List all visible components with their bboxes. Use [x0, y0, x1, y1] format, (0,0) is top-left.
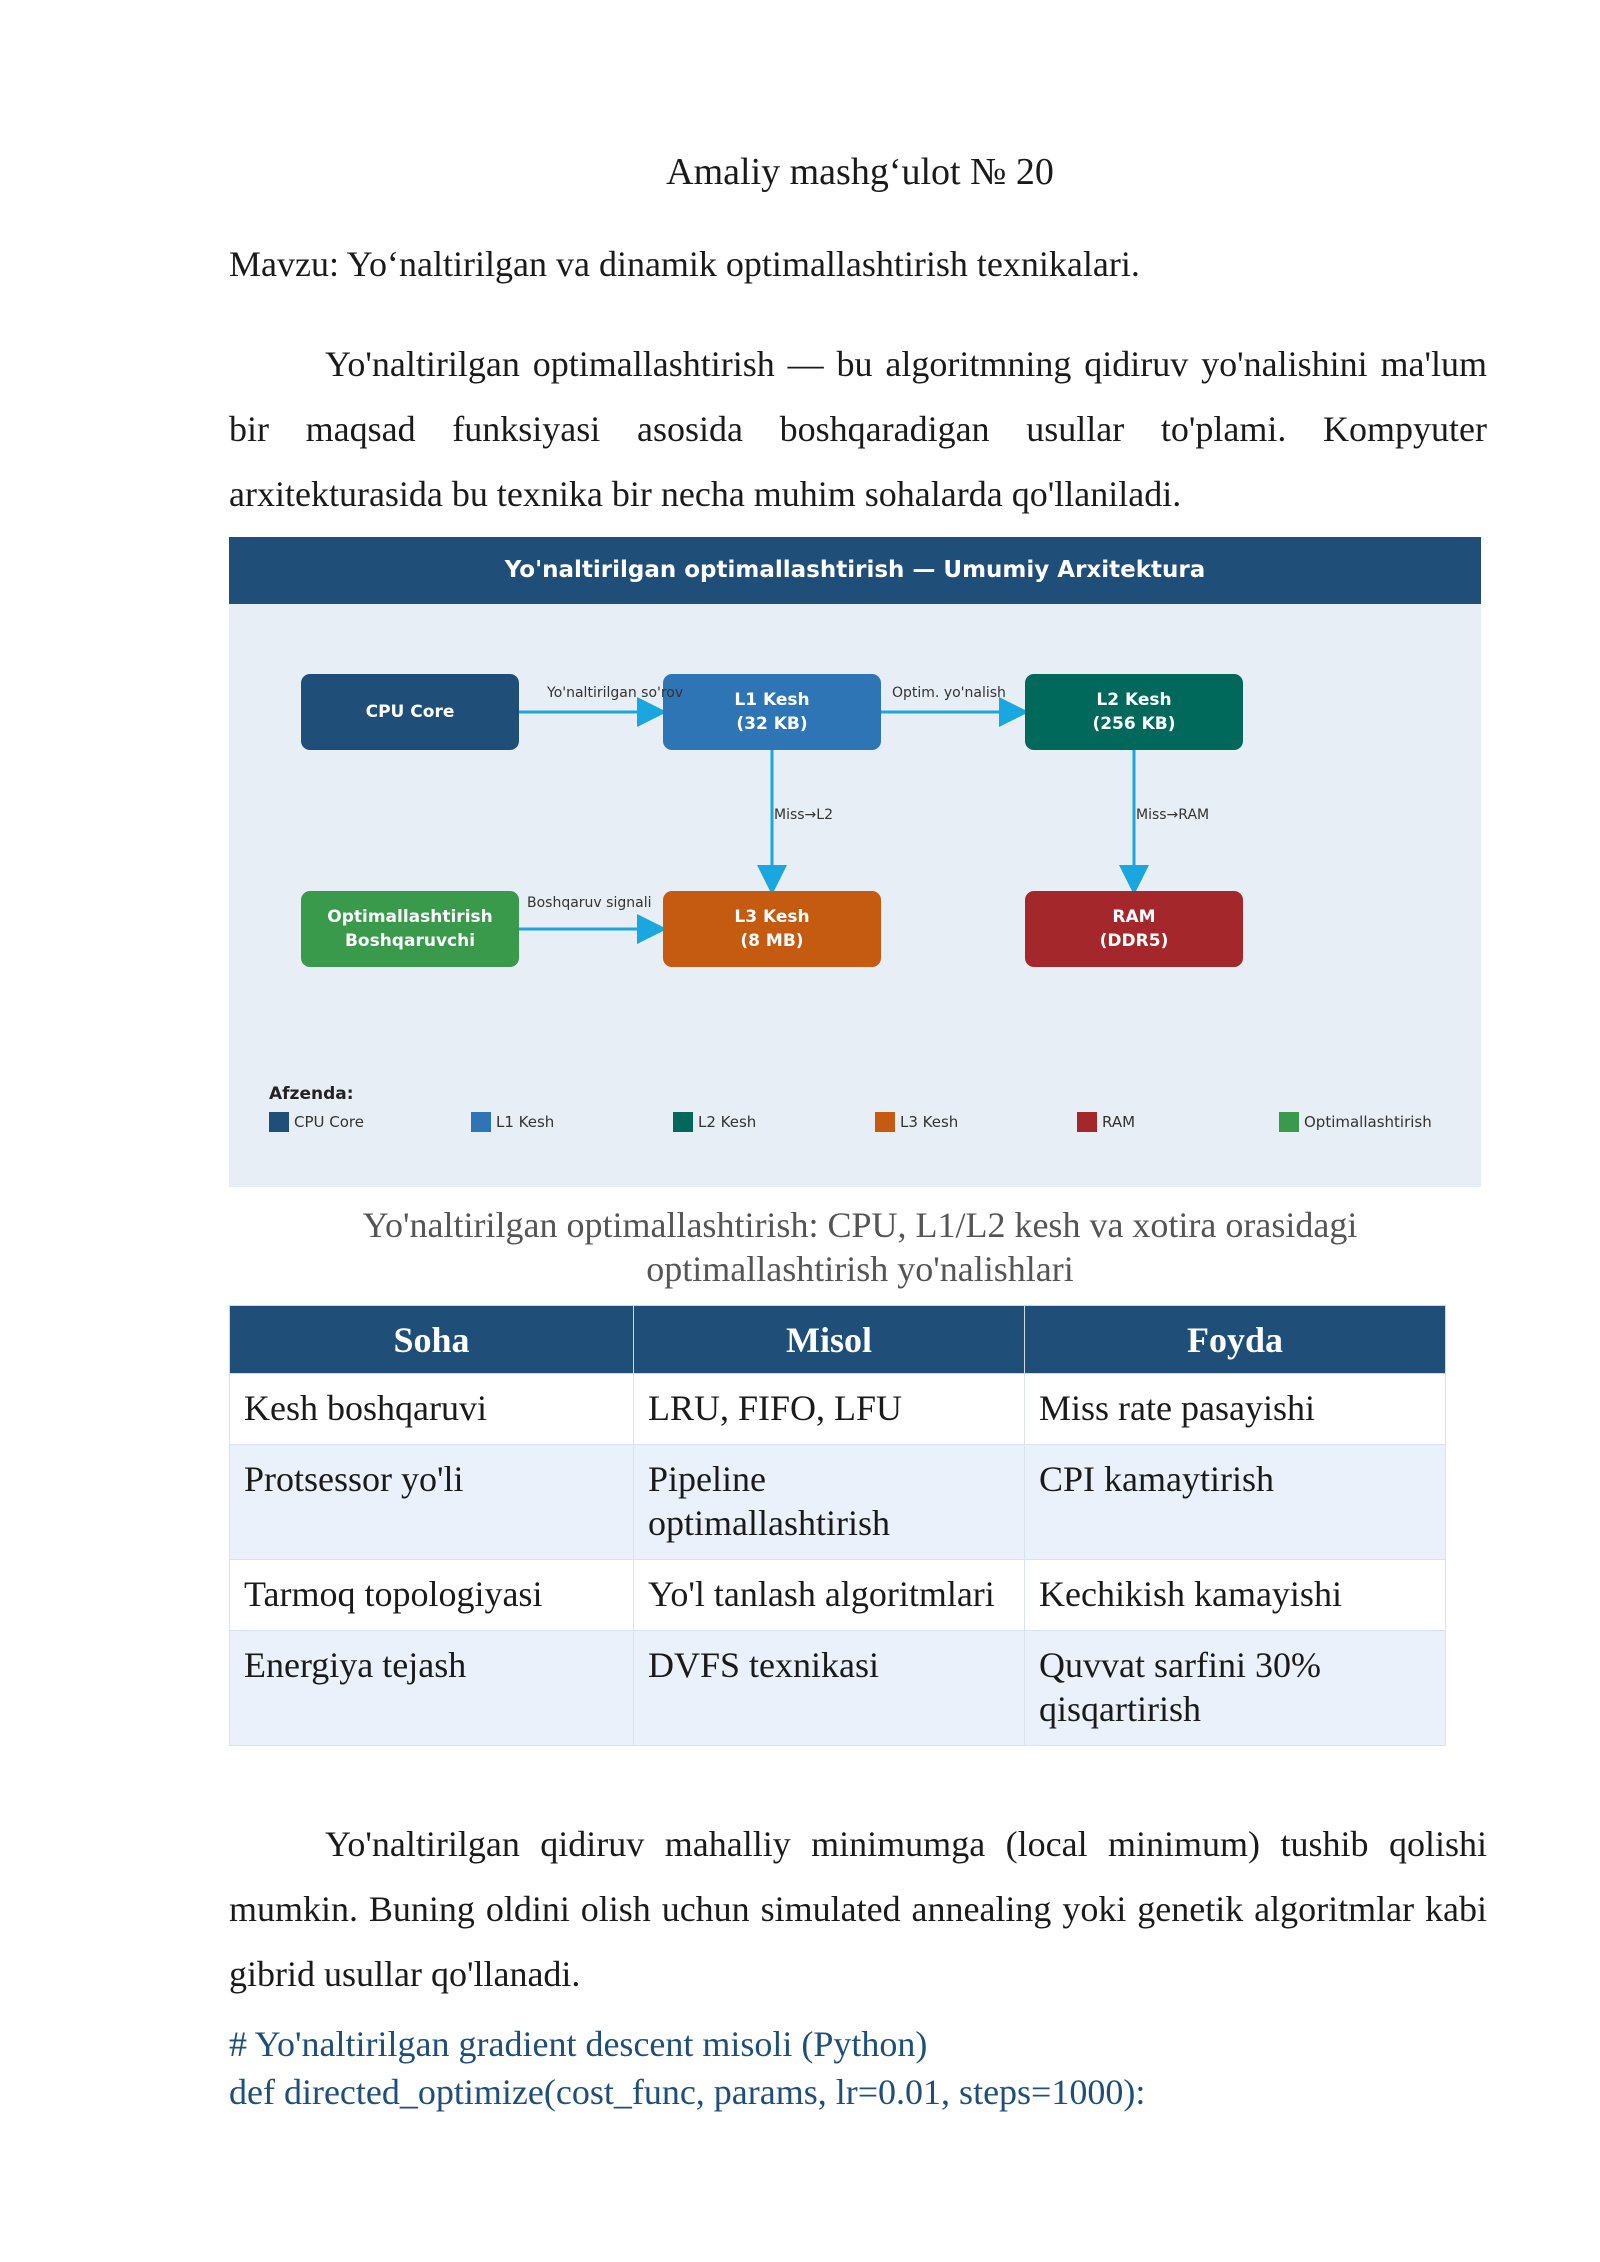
- intro-paragraph-text: Yo'naltirilgan optimallashtirish — bu algoritmning qidiruv yo'nalishini ma'lum bir maqsad funksiyasi asosida boshqaradigan usullar to'plami. Kompyuter arxitekturasida bu texnika bir necha muhim sohalarda qo'llaniladi.: [229, 344, 1487, 514]
- node-ram-label: RAM: [1112, 907, 1156, 927]
- table-header: Misol: [634, 1306, 1025, 1374]
- edge-label-cpu-l1: Yo'naltirilgan so'rov: [547, 685, 684, 701]
- node-ram: [1025, 891, 1243, 967]
- figure-arrows: [229, 537, 1481, 1187]
- table-row: [230, 1374, 1446, 1445]
- legend-swatch: [1279, 1112, 1299, 1132]
- node-optimizer-label: Optimallashtirish: [327, 907, 493, 927]
- table-header: Soha: [230, 1306, 634, 1374]
- table-row: [230, 1560, 1446, 1631]
- legend-swatch: [1077, 1112, 1097, 1132]
- architecture-figure: [229, 537, 1481, 1187]
- node-optimizer: [301, 891, 519, 967]
- edge-label-l1-l3: Miss→L2: [774, 807, 833, 823]
- node-cpu-core: [301, 674, 519, 750]
- legend-swatch: [269, 1112, 289, 1132]
- node-l2-size: (256 KB): [1092, 714, 1176, 734]
- node-l1-size: (32 KB): [736, 714, 808, 734]
- legend-label: RAM: [1102, 1113, 1136, 1131]
- table-cell: Pipeline optimallashtirish: [634, 1445, 1025, 1560]
- legend-swatch: [875, 1112, 895, 1132]
- table-cell: Kesh boshqaruvi: [230, 1374, 634, 1445]
- node-ram-type: (DDR5): [1099, 931, 1169, 951]
- legend-label: CPU Core: [294, 1113, 364, 1131]
- intro-paragraph: [229, 332, 1487, 527]
- topic-line: Mavzu: Yo‘naltirilgan va dinamik optimallashtirish texnikalari.: [229, 244, 1140, 284]
- table-cell: Energiya tejash: [230, 1631, 634, 1746]
- table-header-row: [230, 1306, 1446, 1374]
- figure-header: Yo'naltirilgan optimallashtirish — Umumiy Arxitektura: [229, 537, 1481, 604]
- table-cell: CPI kamaytirish: [1025, 1445, 1446, 1560]
- legend-item-cpu: [269, 1112, 364, 1132]
- table-cell: Tarmoq topologiyasi: [230, 1560, 634, 1631]
- table-cell: Yo'l tanlash algoritmlari: [634, 1560, 1025, 1631]
- node-l3-size: (8 MB): [740, 931, 804, 951]
- legend-item-l3: [875, 1112, 958, 1132]
- node-l1-cache: [663, 674, 881, 750]
- legend-item-optimizer: [1279, 1112, 1432, 1132]
- page-title: Amaliy mashg‘ulot № 20: [666, 151, 1054, 193]
- legend-label: L1 Kesh: [496, 1113, 555, 1131]
- node-optimizer-sublabel: Boshqaruvchi: [344, 931, 476, 951]
- legend-title: Afzenda:: [269, 1084, 354, 1104]
- legend-label: L2 Kesh: [698, 1113, 757, 1131]
- legend-item-l1: [471, 1112, 554, 1132]
- legend-item-ram: [1077, 1112, 1135, 1132]
- table-row: [230, 1631, 1446, 1746]
- table-cell: LRU, FIFO, LFU: [634, 1374, 1025, 1445]
- legend-swatch: [471, 1112, 491, 1132]
- table-row: [230, 1445, 1446, 1560]
- table-cell: Protsessor yo'li: [230, 1445, 634, 1560]
- node-cpu-label: CPU Core: [365, 702, 455, 722]
- code-def-line: def directed_optimize(cost_func, params, lr=0.01, steps=1000):: [229, 2072, 1146, 2112]
- legend-label: Optimallashtirish: [1304, 1113, 1432, 1131]
- edge-label-l1-l2: Optim. yo'nalish: [892, 685, 1006, 701]
- application-table: [229, 1305, 1446, 1746]
- legend-swatch: [673, 1112, 693, 1132]
- node-l1-label: L1 Kesh: [734, 690, 810, 710]
- node-l2-label: L2 Kesh: [1096, 690, 1172, 710]
- table-cell: DVFS texnikasi: [634, 1631, 1025, 1746]
- table-cell: Kechikish kamayishi: [1025, 1560, 1446, 1631]
- caption-line-1: Yo'naltirilgan optimallashtirish: CPU, L1/L2 kesh va xotira orasidagi: [362, 1205, 1358, 1245]
- node-l3-label: L3 Kesh: [734, 907, 810, 927]
- legend-item-l2: [673, 1112, 756, 1132]
- table-cell: Quvvat sarfini 30% qisqartirish: [1025, 1631, 1446, 1746]
- code-comment-line: # Yo'naltirilgan gradient descent misoli (Python): [229, 2024, 928, 2064]
- figure-caption: [229, 1203, 1491, 1291]
- legend-label: L3 Kesh: [900, 1113, 959, 1131]
- table-cell: Miss rate pasayishi: [1025, 1374, 1446, 1445]
- local-minimum-paragraph: [229, 1812, 1487, 2007]
- edge-label-l2-ram: Miss→RAM: [1136, 807, 1210, 823]
- edge-label-opt-l3: Boshqaruv signali: [527, 895, 652, 911]
- table-header: Foyda: [1025, 1306, 1446, 1374]
- node-l3-cache: [663, 891, 881, 967]
- caption-line-2: optimallashtirish yo'nalishlari: [646, 1249, 1074, 1289]
- local-minimum-paragraph-text: Yo'naltirilgan qidiruv mahalliy minimumga (local minimum) tushib qolishi mumkin. Buning oldini olish uchun simulated annealing yoki genetik algoritmlar kabi gibrid usullar qo'llanadi.: [229, 1824, 1487, 1994]
- node-l2-cache: [1025, 674, 1243, 750]
